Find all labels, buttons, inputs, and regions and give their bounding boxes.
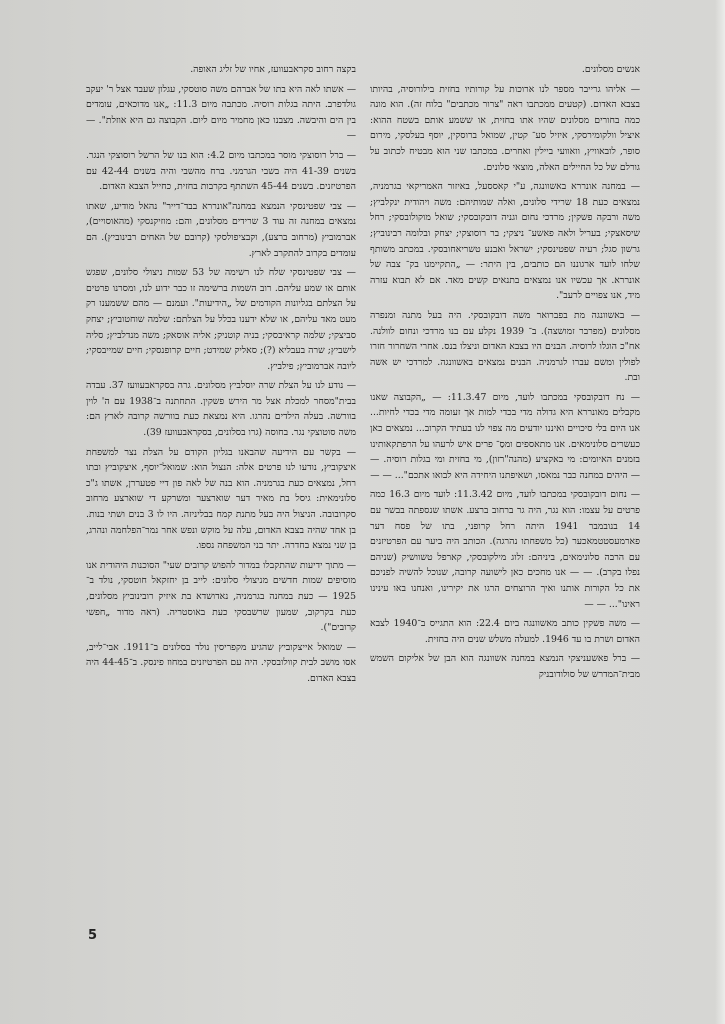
article-column-left (86, 62, 356, 691)
article-paragraph: — צבי שפטינסקי הנמצא במחנה"אונררא בבד־דייר" נהאל מודיע, שאתו נמצאים במחנה זה עוד 3 שרידים מסלונים, והם: מוזיקנסקי (מהאוסויים), אברמוביץ (מרחוב ברצע), וקבציפולסקי (קרובם של האחים רבינוביץ). הם עומדים בקרוב להתקרב לארץ. (86, 200, 357, 259)
article-paragraph: — שמואל אייצקוביץ שהגיע מקפריסין נולד בסלונים ב־1911. אבי־לייב, אסו מושב לבית קוולובסקי. היה עם הפרטיזנים במחוז פינסק. ב־44-45 היה בצבא האדום. (86, 641, 356, 684)
article-paragraph: — ברל רוסוצקי מוסר במכתבו מיום 4.2: הוא בנו של הרשל רוסוצקי הנגר. בשנים 41-39 היה בשבי הגרמני. ברח מהשבי והיה בשנים 42-44 עם הפרטיזנים. בשנים 45-44 השתתף בקרבות בחזית, כחייל הצבא האדום. (86, 149, 356, 193)
article-paragraph: — משה פשקין כותב מאשוונגה ביום 22.4: הוא התגייס ב־1940 לצבא האדום ושרת בו עד 1946. למעלה משלש שנים היה בחזית. (370, 618, 640, 645)
article-paragraph: — אליהו גרייבר מספר לנו ארוכות על קורותיו בחזית בילורוסיה, בהיותו בצבא האדום. (קטעים ממכתבו ראה "צרור מכתבים" בלוח זה). הוא מונה כמה בחורים מסלונים שהיו אתו בחזית, או ששמע אותם בשטח ההוא: איציל וולקומירסקי, איזיל סע־ קטין, שמואל ברוסקין, יוסף בעלסקי, מירום סופר, לובאוויץ, וואוועי ביילין ואחרים. במכתבו שני הוא מבטיח לכתוב על גורלם של כל החיילים האלה, מוצאי סלונים. (370, 83, 640, 173)
article-paragraph: — באשוונגה מת בפברואר משה דובקובסקי. היה בעל מתנה ומנפרה מסלונים (מפרבר זמושצה). ב־ 1939 נקלע עם בנו מרדכי ונחום לוולנה. אח"כ הוגלו לרוסיה. הבנים היו בצבא האדום וניצלו בנס. אחרי השחרור חזרו לפולין ומשם עברו לגרמניה. הבנים נמצאים באשוונגה. למרדכי יש אשה ובת. (370, 309, 640, 384)
article-paragraph: — אשתו לאה היא בתו של אברהם משה סוטסקי, עגלון שעבד אצל ר' יעקב גולדפרב. היתה בגלות רוסיה. מכתבה מיום 11.3: „אנו מדוכאים, עומדים בין הים והיבשה. מצבנו כאן מחמיר מיום ליום. הקבוצה גם היא אוזלת". — — (86, 83, 356, 142)
article-paragraph: — ברל פאשעניצקי הנמצא במחנה אשוונגה הוא הבן של אליקום השמש מבית־המדרש של סולודובניק (370, 653, 640, 680)
article-paragraph: — צבי שפטינסקי שלח לנו רשימה של 53 שמות ניצולי סלונים, שפגש אותם או שמע עליהם. רוב השמות ברשימה זו כבר ידוע לנו, ומסרנו פרטים על הצלתם בגליונות הקודמים של „הידיעות". ועמנם — מהם ששמענו רק מעט מאד עליהם, או שלא ידענו בכלל על הצלתם: שלמה שוחטוביץ; יצחק סביצקי; שלמה קראיבסקי; בניה קוטניק; אליה אוסאק; משה מנדלביץ; סליה לישביץ; שרה בעבליא (?); סאליק שמידט; חיים קרופנסקי; חיים שמייבסקי; ליובה אברמוביץ; פילביץ. (86, 267, 356, 372)
article-column-right (370, 62, 640, 687)
article-paragraph: — מתוך ידיעות שהתקבלו במדור להפוש קרובים שעי" הסוכנות היהודית אנו מוסיפים שמות חדשים מניצולי סלונים: לייב בן יחזקאל חוטסקי, נולד ב־ 1925 — כעת במחנה בגרמניה, נאדושדא בת איזיק רובינוביץ מסלונים, כעת בקרקוב, שמעון שרשבסקי כעת באוסטריה. (ראה מדור „חפשי קרובים"). (86, 559, 356, 634)
article-paragraph: — נחום דובקובסקי במכתבו לועד, מיום 11.3.42: לועד מיום 16.3 כמה פרטים על עצמו: הוא נגר, היה גר ברחוב ברצע. אשתו שנספתה בבשר עם 14 בנובמבר 1941 היתה רחל קרופני, בתו של פסח דער פארמעסטטמאכער (כל משפחתו נהרגה). הכותב היה ביער עם הפרטיזנים עם הרבה סלונימאים, ביניהם: זלוג מילקובסקי, קארפל טשוושיק (שניהם נפלו בקרב). — — אנו מחכים כאן לישועה קרובה, שנוכל להשיה לפניכם את כל הקורות אותנו ואיך הרוצחים הרגו את יקירינו, ואנחנו באו עינינו ראינו"... — — (370, 489, 641, 610)
article-paragraph: — בקשר עם הידיעה שהבאנו בגליון הקודם על הצלת נצר למשפחת איצקוביץ, נודעו לנו פרטים אלה: הנצול הוא: שמואל־יוסף, איצקוביץ ובתו רחל, נמצאים כעת בגרמניה. הוא בנה של לאה פון דיי פטעררן, אשתו ג"כ סלונימאית: גיסל בת מאיר דער שוארצער ומשרקע די שוארצע מרחוב סקרובובה. הניצול היה בעל מתנת קמח בבליניזה. היו לו 3 בנים ושתי בנות. בן אחד שהיה בצבא האדום, עלה על מוקש ונפש אחר נמר־הפלחמה ונהרג, בן שני נמצא בחדרה. יתר בני המשפחה נספו. (86, 446, 357, 552)
article-paragraph: בקצה רחוב סקראבעוועז, אחיו של זליג האופה. (190, 64, 356, 75)
article-paragraph: — נח דובקובסקי במכתבו לועד, מיום 11.3.47: — „הקבוצה שאנו מקבלים מאונררא היא גדולה מדי בכדי למות אך זעומה מדי בכדי לחיות... אנו היום בלי סיכויים ואיננו יודעים מה צפוי לנו בעתיד הקרוב... נמצאים כאן כעשרים סלונימאים. אנו מתאספים ומסַ־ פרים איש לרעהו על הרפתקאותינו בזמנים האיומים: מי באקציע (מהנה"רזון), מי בחזית ומי בגלות רוסיה. — — היהים במחנה כבר נמאסו, ושאיפתנו היחידה היא לבואו אתכם"... — — (370, 391, 640, 481)
article-paragraph: — נודע לנו על הצלת שרה יוסלביץ מסלונים. גרה בסקראבעוועז 37. עבדה בבית"מסחר למכלת אצל מר הירש פשקין. התחתנה ב־1938 עם ה' לוין בוורשה. בעלה הילדים נהרגו. היא נמצאת כעת בוורשה קרובה לארץ הם: משה סוטוצקי נגר. בחוסה (גרו בסלונים, בסקראבעוועז 39). (86, 380, 356, 439)
article-paragraph: — במחנה אונררא באשוונגה, ע"י קאססעל, באיזור האמריקאי בגרמניה, נמצאים כעת 18 שרידי סלונים, ואלה שמותיהם: משה ויהודית ינקלביץ; משה ורבקה פשקין; מרדכי נחום ו‏גניה דובקובסקי; שואל מוקולובסקי; רחל שיסאצקי; בעריל ולאה פאשע־ ניצקי; בר רוסוצקי; יצחק ובלומה רבינוביץ; גרשון סגל; רעיה שפטינסקי; ישראל ואבנע טשריאחובסקי. במכתב משותף שלחו לועד ארגוננו הם כותבים, בין היתר: — „התקיימנו בק־ צבה של אונררא. אך עכשיו אנו נמצאים בתנאים קשים מאד. אם לא תבוא עזרה מיד, אנו צפויים לרעב". (370, 181, 640, 302)
article-paragraph: אנשים מסלונים. (581, 64, 640, 75)
page-number: 5 (88, 928, 98, 943)
